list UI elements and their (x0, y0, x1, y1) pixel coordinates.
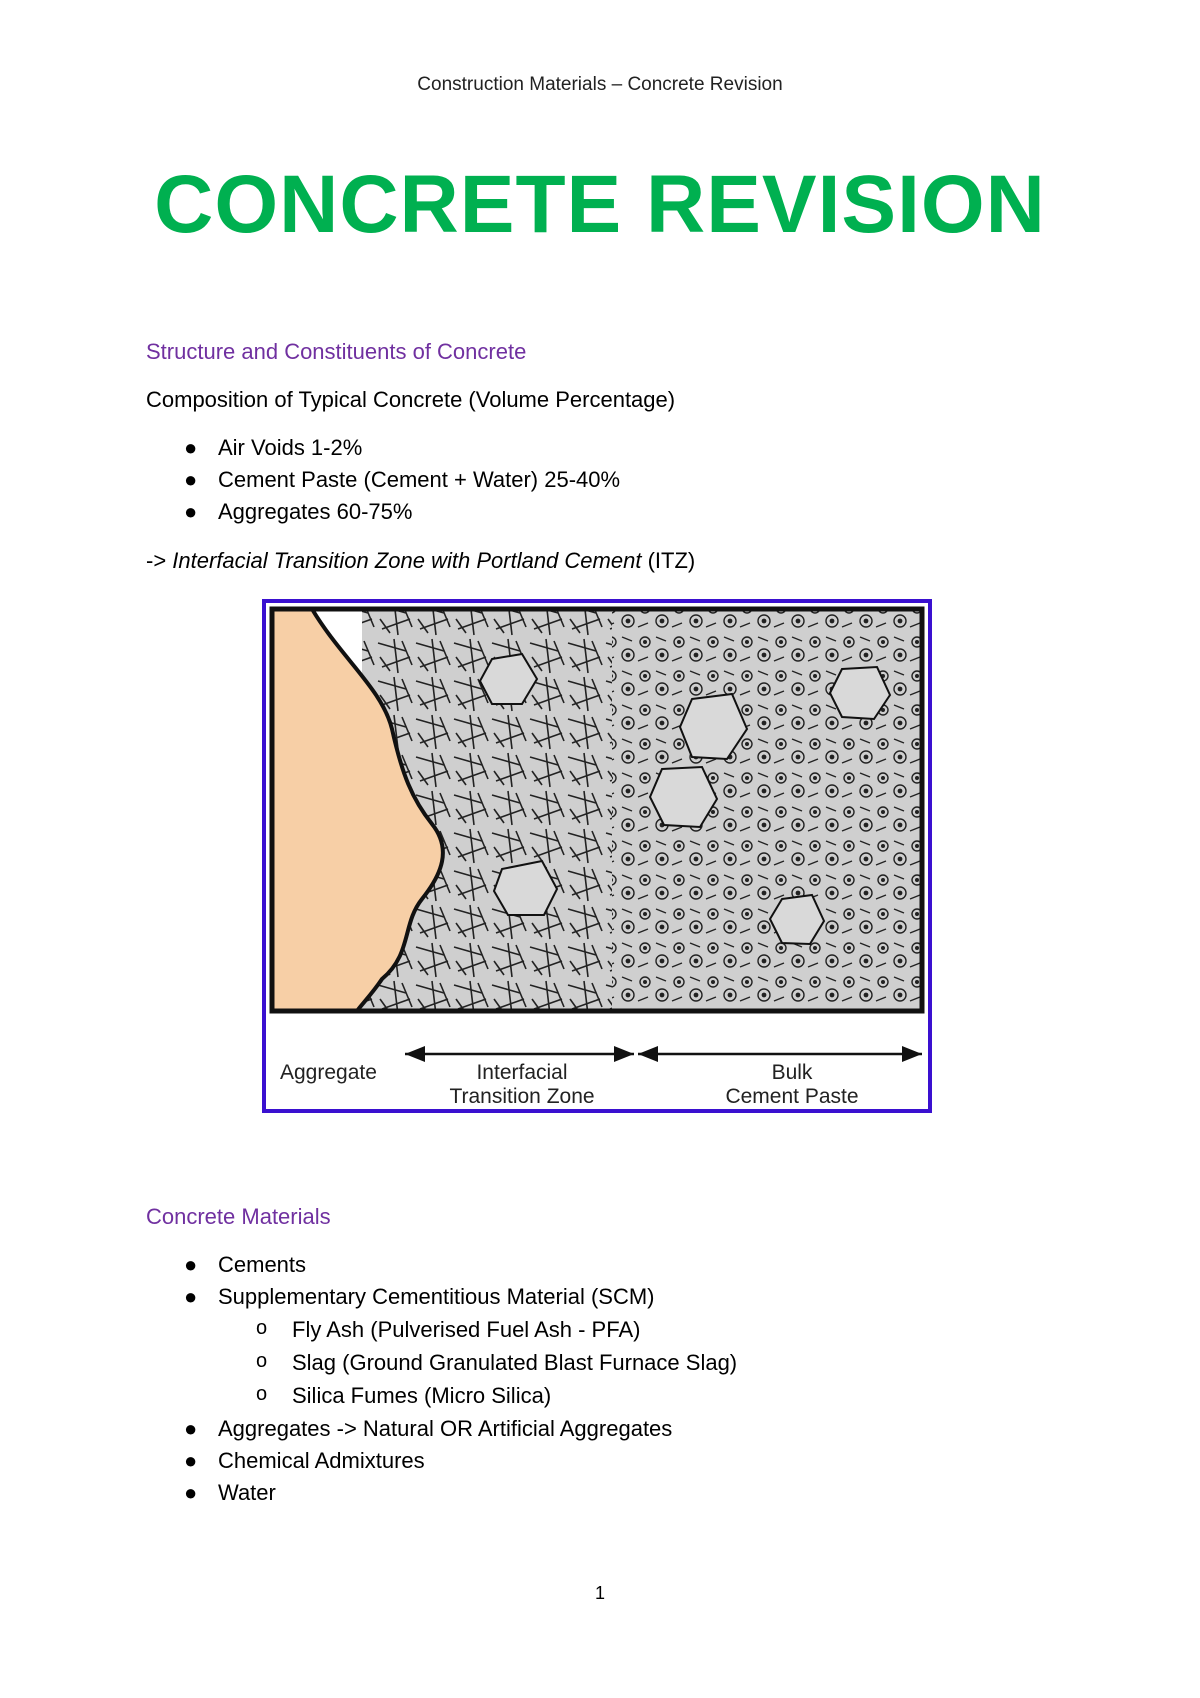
materials-list-continued (146, 1416, 672, 1512)
list-item: ● Air Voids 1-2% (184, 435, 363, 460)
section-heading-materials: Concrete Materials (146, 1204, 331, 1229)
list-item: ● Supplementary Cementitious Material (SCM) (184, 1284, 655, 1309)
page-header: Construction Materials – Concrete Revision (417, 74, 783, 95)
bullet-icon: ● (184, 1448, 198, 1473)
bullet-icon: ● (184, 1416, 198, 1441)
itz-diagram-svg (262, 599, 932, 1113)
materials-list (146, 1252, 655, 1317)
list-item: ● Cements (184, 1252, 307, 1277)
list-item: ● Water (184, 1480, 276, 1505)
scm-sublist (146, 1317, 737, 1416)
list-item: o Slag (Ground Granulated Blast Furnace Slag) (256, 1350, 738, 1375)
bullet-icon: ● (184, 1252, 198, 1277)
bullet-icon: ● (184, 435, 198, 460)
bullet-icon: ● (184, 499, 198, 524)
bullet-icon: ● (184, 1284, 198, 1309)
list-item: ● Aggregates 60-75% (184, 499, 413, 524)
list-item: ● Cement Paste (Cement + Water) 25-40% (184, 467, 621, 492)
label-bulk: Bulk Cement Paste (725, 1061, 859, 1108)
list-item: ● Aggregates -> Natural OR Artificial Aggregates (184, 1416, 673, 1441)
bullet-icon: ● (184, 1480, 198, 1505)
label-itz: Interfacial Transition Zone (449, 1061, 595, 1108)
page-number: 1 (594, 1583, 605, 1603)
composition-subheading: Composition of Typical Concrete (Volume Percentage) (146, 387, 676, 412)
bullet-icon: ● (184, 467, 198, 492)
circle-bullet-icon: o (256, 1317, 268, 1339)
list-item: o Silica Fumes (Micro Silica) (256, 1383, 552, 1408)
list-item: ● Chemical Admixtures (184, 1448, 425, 1473)
itz-diagram (262, 599, 932, 1113)
itz-note: -> Interfacial Transition Zone with Portland Cement (ITZ) (146, 548, 696, 573)
page-title: CONCRETE REVISION (154, 159, 1046, 250)
circle-bullet-icon: o (256, 1350, 268, 1372)
section-heading-structure: Structure and Constituents of Concrete (146, 339, 527, 364)
label-aggregate: Aggregate (280, 1061, 377, 1084)
list-item: o Fly Ash (Pulverised Fuel Ash - PFA) (256, 1317, 641, 1342)
composition-list (146, 435, 620, 531)
circle-bullet-icon: o (256, 1383, 268, 1405)
